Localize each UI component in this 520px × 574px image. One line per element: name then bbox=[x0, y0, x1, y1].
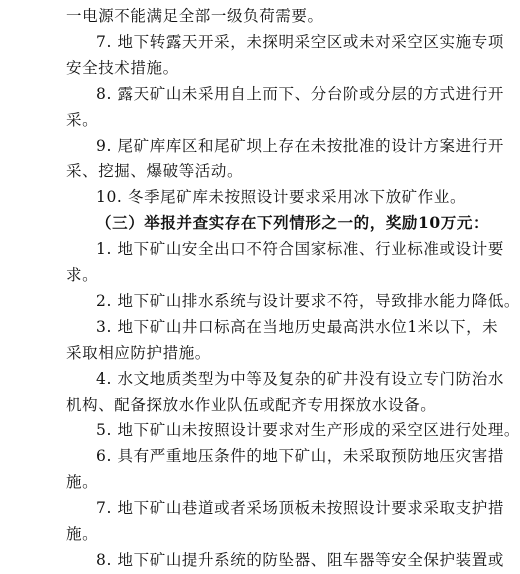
text-line: 求。 bbox=[66, 266, 99, 284]
text-line: 施。 bbox=[66, 473, 99, 492]
text-line: 6. 具有严重地压条件的地下矿山，未采取预防地压灾害措 bbox=[96, 447, 504, 466]
text-line: 一电源不能满足全部一级负荷需要。 bbox=[66, 7, 324, 25]
text-line: 8. 露天矿山未采用自上而下、分台阶或分层的方式进行开 bbox=[96, 84, 504, 103]
text-line: 1. 地下矿山安全出口不符合国家标准、行业标准或设计要 bbox=[96, 240, 504, 259]
section-heading: （三）举报并查实存在下列情形之一的，奖励10万元： bbox=[96, 213, 490, 233]
text-line: 采取相应防护措施。 bbox=[66, 343, 211, 362]
text-line: 采、挖掘、爆破等活动。 bbox=[66, 162, 244, 181]
text-line: 4. 水文地质类型为中等及复杂的矿井没有设立专门防治水 bbox=[96, 369, 504, 388]
text-line: 安全技术措施。 bbox=[66, 58, 179, 77]
text-line: 7. 地下矿山巷道或者采场顶板未按照设计要求采取支护措 bbox=[96, 499, 504, 518]
text-line: 9. 尾矿库库区和尾矿坝上存在未按批准的设计方案进行开 bbox=[96, 136, 504, 155]
text-line: 2. 地下矿山排水系统与设计要求不符，导致排水能力降低。 bbox=[96, 291, 520, 310]
text-line: 采。 bbox=[66, 110, 99, 129]
text-line: 8. 地下矿山提升系统的防坠器、阻车器等安全保护装置或 bbox=[96, 550, 504, 569]
text-line: 10. 冬季尾矿库未按照设计要求采用冰下放矿作业。 bbox=[96, 188, 467, 207]
text-line: 机构、配备探放水作业队伍或配齐专用探放水设备。 bbox=[66, 395, 437, 414]
text-line: 5. 地下矿山未按照设计要求对生产形成的采空区进行处理。 bbox=[96, 421, 520, 440]
text-line: 3. 地下矿山井口标高在当地历史最高洪水位1米以下，未 bbox=[96, 317, 499, 336]
text-line: 7. 地下转露天开采，未探明采空区或未对采空区实施专项 bbox=[96, 32, 504, 51]
text-line: 施。 bbox=[66, 525, 99, 543]
